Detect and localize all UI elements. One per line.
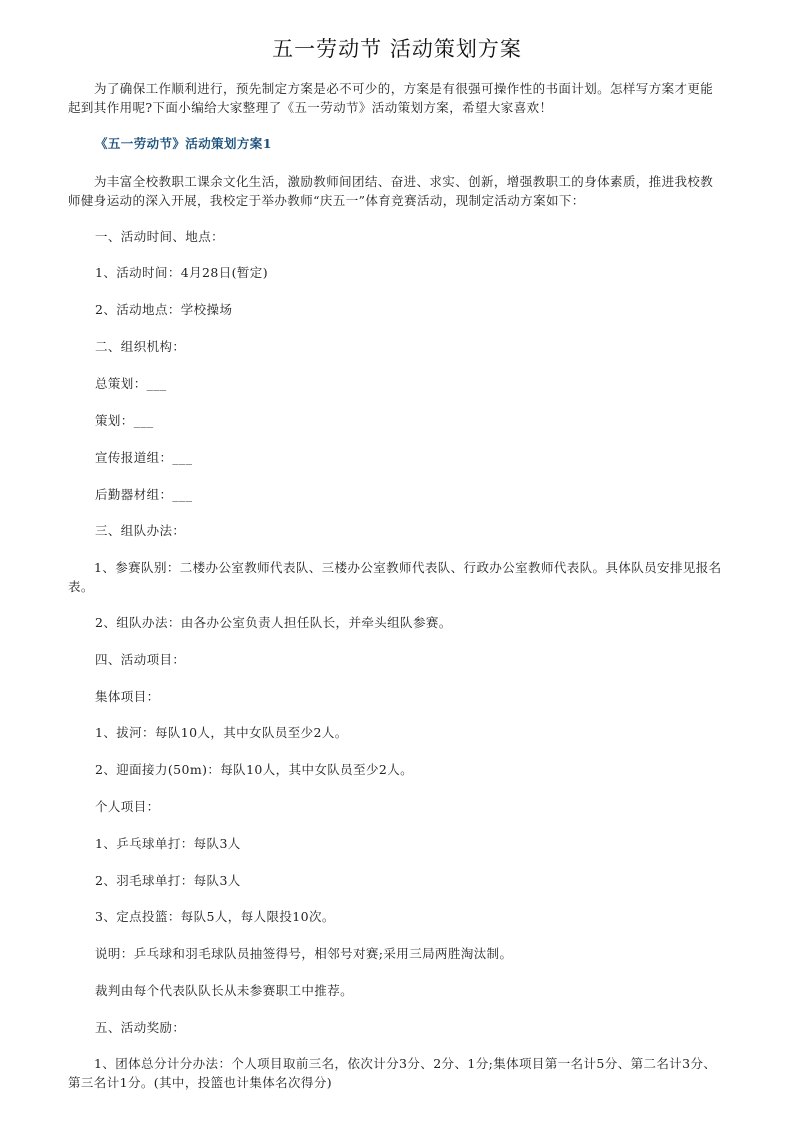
referee-note: 裁判由每个代表队队长从未参赛职工中推荐。 bbox=[95, 983, 354, 998]
team-groups: 1、参赛队别：二楼办公室教师代表队、三楼办公室教师代表队、行政办公室教师代表队。具体队员安排见报名表。 bbox=[68, 560, 722, 594]
intro-paragraph: 为了确保工作顺利进行，预先制定方案是必不可少的，方案是有很强可操作性的书面计划。怎样写方案才更能起到其作用呢?下面小编给大家整理了《五一劳动节》活动策划方案，希望大家喜欢！ bbox=[68, 81, 714, 115]
org-chief: 总策划：___ bbox=[95, 376, 167, 391]
org-heading: 二、组织机构： bbox=[95, 339, 186, 354]
activity-place: 2、活动地点：学校操场 bbox=[95, 302, 233, 317]
event-relay: 2、迎面接力(50m)：每队10人，其中女队员至少2人。 bbox=[95, 762, 414, 777]
org-publicity: 宣传报道组：___ bbox=[95, 450, 193, 465]
event-shooting: 3、定点投篮：每队5人，每人限投10次。 bbox=[95, 909, 335, 924]
events-note: 说明：乒乓球和羽毛球队员抽签得号，相邻号对赛;采用三局两胜淘汰制。 bbox=[95, 946, 513, 961]
org-planner: 策划：___ bbox=[95, 413, 154, 428]
event-tug-of-war: 1、拔河：每队10人，其中女队员至少2人。 bbox=[95, 725, 348, 740]
individual-events-label: 个人项目： bbox=[95, 799, 160, 814]
activity-time: 1、活动时间：4月28日(暂定) bbox=[95, 265, 268, 280]
purpose-paragraph: 为丰富全校教职工课余文化生活，激励教师间团结、奋进、求实、创新，增强教职工的身体素质，推进我校教师健身运动的深入开展，我校定于举办教师“庆五一”体育竞赛活动，现制定活动方案如下： bbox=[68, 174, 714, 208]
group-events-label: 集体项目： bbox=[95, 689, 160, 704]
award-heading: 五、活动奖励： bbox=[95, 1020, 186, 1035]
team-heading: 三、组队办法： bbox=[95, 523, 186, 538]
org-logistics: 后勤器材组：___ bbox=[95, 487, 193, 502]
time-place-heading: 一、活动时间、地点： bbox=[95, 229, 225, 244]
award-scoring: 1、团体总分计分办法：个人项目取前三名，依次计分3分、2分、1分;集体项目第一名计5分、第二名计3分、第三名计1分。(其中，投篮也计集体名次得分) bbox=[68, 1056, 717, 1090]
events-heading: 四、活动项目： bbox=[95, 652, 186, 667]
team-method: 2、组队办法：由各办公室负责人担任队长，并牵头组队参赛。 bbox=[95, 615, 452, 630]
event-badminton: 2、羽毛球单打：每队3人 bbox=[95, 873, 241, 888]
section-heading: 《五一劳动节》活动策划方案1 bbox=[95, 136, 272, 151]
event-pingpong: 1、乒乓球单打：每队3人 bbox=[95, 836, 241, 851]
page-title: 五一劳动节 活动策划方案 bbox=[272, 37, 522, 61]
